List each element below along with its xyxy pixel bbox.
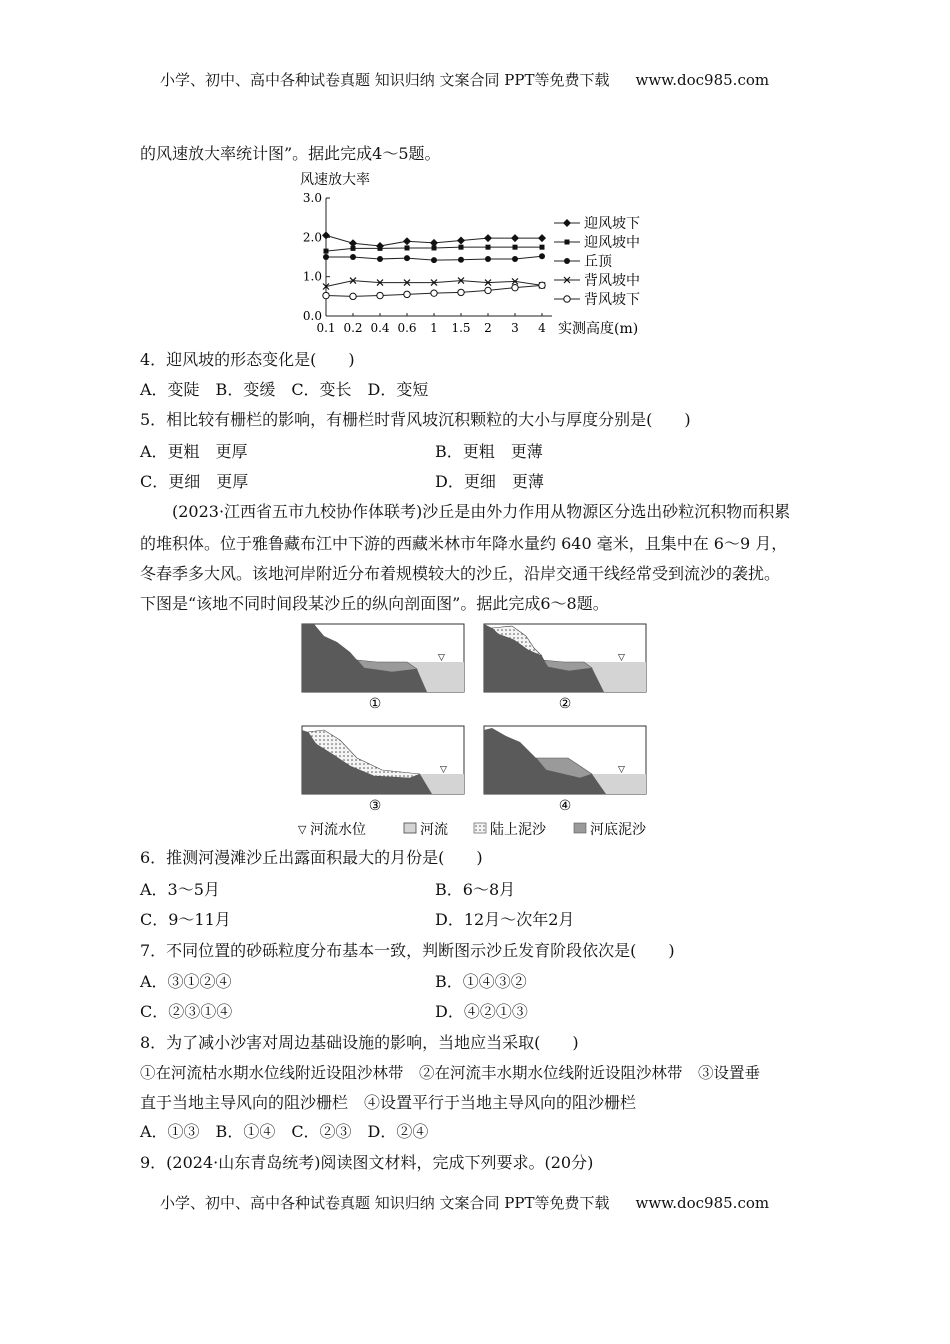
intro-tail: 的风速放大率统计图”。据此完成4～5题。 xyxy=(140,144,441,163)
legend-label: 背风坡中 xyxy=(584,273,640,289)
y-tick-label: 3.0 xyxy=(302,191,322,205)
legend-label: 迎风坡下 xyxy=(584,216,640,232)
legend-water-level: 河流水位 xyxy=(310,822,366,838)
panel-label-4: ④ xyxy=(558,798,572,814)
data-point xyxy=(323,254,329,260)
data-point xyxy=(457,236,465,244)
chart-legend xyxy=(554,216,640,308)
x-tick-label: 3 xyxy=(511,321,519,335)
passage-line-4: 下图是“该地不同时间段某沙丘的纵向剖面图”。据此完成6～8题。 xyxy=(140,594,609,613)
data-point xyxy=(486,245,491,250)
footer-text: 小学、初中、高中各种试卷真题 知识归纳 文案合同 PPT等免费下载 xyxy=(160,1194,610,1212)
x-tick-label: 0.6 xyxy=(397,321,417,335)
q6-option-d: D．12月～次年2月 xyxy=(435,910,575,929)
q8-stem: 8．为了减小沙害对周边基础设施的影响，当地应当采取( ) xyxy=(140,1033,579,1052)
footer-url[interactable]: www.doc985.com xyxy=(635,1194,770,1212)
series-line xyxy=(326,281,542,287)
data-point xyxy=(540,245,545,250)
x-axis-label: 实测高度(m) xyxy=(558,321,639,337)
q7-option-c: C．②③①④ xyxy=(140,1002,233,1021)
passage-line-1: (2023·江西省五市九校协作体联考)沙丘是由外力作用从物源区分选出砂粒沉积物而积累 xyxy=(172,502,791,521)
q6-option-c: C．9～11月 xyxy=(140,910,231,929)
data-point xyxy=(484,234,492,242)
data-point xyxy=(512,256,518,262)
q7-option-d: D．④②①③ xyxy=(435,1002,528,1021)
legend-river-swatch xyxy=(404,823,416,833)
panel-label-2: ② xyxy=(558,696,572,712)
q7-stem: 7．不同位置的砂砾粒度分布基本一致，判断图示沙丘发育阶段依次是( ) xyxy=(140,941,675,960)
data-point xyxy=(458,257,464,263)
legend-marker xyxy=(564,296,570,302)
data-point xyxy=(403,237,411,245)
header-url[interactable]: www.doc985.com xyxy=(635,71,770,89)
q6-option-a: A．3～5月 xyxy=(140,880,220,899)
x-tick-label: 0.1 xyxy=(316,321,336,335)
y-tick-label: 0.0 xyxy=(302,309,322,323)
data-point xyxy=(431,290,437,296)
q4-options: A．变陡 B．变缓 C．变长 D．变短 xyxy=(140,380,429,399)
legend-label: 背风坡下 xyxy=(584,292,640,308)
data-point xyxy=(539,253,545,259)
legend-marker xyxy=(563,219,571,227)
legend-land-sand: 陆上泥沙 xyxy=(490,822,546,838)
y-tick-label: 2.0 xyxy=(302,230,322,245)
legend-label: 迎风坡中 xyxy=(584,235,640,251)
svg-text:▽: ▽ xyxy=(618,653,625,663)
data-point xyxy=(513,245,518,250)
data-point xyxy=(404,291,410,297)
profile-panel-2 xyxy=(484,624,646,692)
data-point xyxy=(432,245,437,250)
q7-option-b: B．①④③② xyxy=(435,972,527,991)
q8-options: A．①③ B．①④ C．②③ D．②④ xyxy=(140,1122,429,1141)
data-point xyxy=(324,249,329,254)
q5-option-d: D．更细 更薄 xyxy=(435,472,544,491)
q5-option-c: C．更细 更厚 xyxy=(140,472,249,491)
q5-stem: 5．相比较有栅栏的影响，有栅栏时背风坡沉积颗粒的大小与厚度分别是( ) xyxy=(140,410,691,429)
data-point xyxy=(404,255,410,261)
profile-panel-3 xyxy=(302,726,464,794)
data-point xyxy=(377,256,383,262)
panel-label-3: ③ xyxy=(368,798,382,814)
header-text: 小学、初中、高中各种试卷真题 知识归纳 文案合同 PPT等免费下载 xyxy=(160,71,610,89)
data-point xyxy=(485,256,491,262)
x-tick-label: 0.4 xyxy=(370,321,390,335)
water-level-icon: ▽ xyxy=(298,823,307,836)
page-footer xyxy=(160,1193,769,1213)
series-lines xyxy=(322,231,546,299)
data-point xyxy=(539,282,545,288)
x-tick-label: 1 xyxy=(430,321,438,335)
figure-legend xyxy=(298,821,647,838)
panel-label-1: ① xyxy=(368,696,382,712)
data-point xyxy=(538,234,546,242)
q9-stem: 9．(2024·山东青岛统考)阅读图文材料，完成下列要求。(20分) xyxy=(140,1153,594,1172)
data-point xyxy=(512,284,518,290)
y-tick-label: 1.0 xyxy=(302,269,322,284)
svg-text:▽: ▽ xyxy=(438,653,445,663)
legend-river-sand: 河底泥沙 xyxy=(590,822,646,838)
data-point xyxy=(322,231,330,239)
q7-option-a: A．③①②④ xyxy=(140,972,232,991)
q5-option-a: A．更粗 更厚 xyxy=(140,442,248,461)
svg-text:▽: ▽ xyxy=(440,765,447,775)
q5-option-b: B．更粗 更薄 xyxy=(435,442,543,461)
q8-choices-line-1: ①在河流枯水期水位线附近设阻沙林带 ②在河流丰水期水位线附近设阻沙林带 ③设置垂 xyxy=(140,1064,761,1082)
x-tick-label: 2 xyxy=(484,321,492,335)
legend-marker xyxy=(565,240,570,245)
passage-line-2: 的堆积体。位于雅鲁藏布江中下游的西藏米林市年降水量约 640 毫米，且集中在 6～9 月， xyxy=(140,534,788,553)
page-header xyxy=(160,70,769,90)
data-point xyxy=(323,292,329,298)
q6-stem: 6．推测河漫滩沙丘出露面积最大的月份是( ) xyxy=(140,848,483,867)
q8-choices-line-2: 直于当地主导风向的阻沙栅栏 ④设置平行于当地主导风向的阻沙栅栏 xyxy=(140,1093,637,1112)
data-point xyxy=(459,245,464,250)
data-point xyxy=(405,245,410,250)
data-point xyxy=(431,257,437,263)
data-point xyxy=(458,289,464,295)
x-tick-label: 1.5 xyxy=(451,321,471,335)
chart-title: 风速放大率 xyxy=(300,172,370,188)
data-point xyxy=(350,293,356,299)
data-point xyxy=(350,254,356,260)
legend-river: 河流 xyxy=(420,822,448,838)
q4-stem: 4．迎风坡的形态变化是( ) xyxy=(140,350,355,369)
dune-profile-figure xyxy=(294,616,674,838)
data-point xyxy=(485,287,491,293)
data-point xyxy=(378,246,383,251)
profile-panel-4 xyxy=(484,726,646,794)
x-tick-label: 0.2 xyxy=(343,321,363,335)
x-tick-label: 4 xyxy=(538,321,546,335)
data-point xyxy=(377,292,383,298)
legend-land-sand-swatch xyxy=(474,823,486,833)
legend-marker xyxy=(564,258,570,264)
data-point xyxy=(351,246,356,251)
q6-option-b: B．6～8月 xyxy=(435,880,516,899)
data-point xyxy=(511,234,519,242)
legend-river-sand-swatch xyxy=(574,823,586,833)
legend-label: 丘顶 xyxy=(584,254,612,270)
profile-panel-1 xyxy=(302,624,464,692)
wind-speed-chart xyxy=(296,170,656,340)
passage-line-3: 冬春季多大风。该地河岸附近分布着规模较大的沙丘，沿岸交通干线经常受到流沙的袭扰。 xyxy=(140,564,781,583)
svg-text:▽: ▽ xyxy=(618,765,625,775)
